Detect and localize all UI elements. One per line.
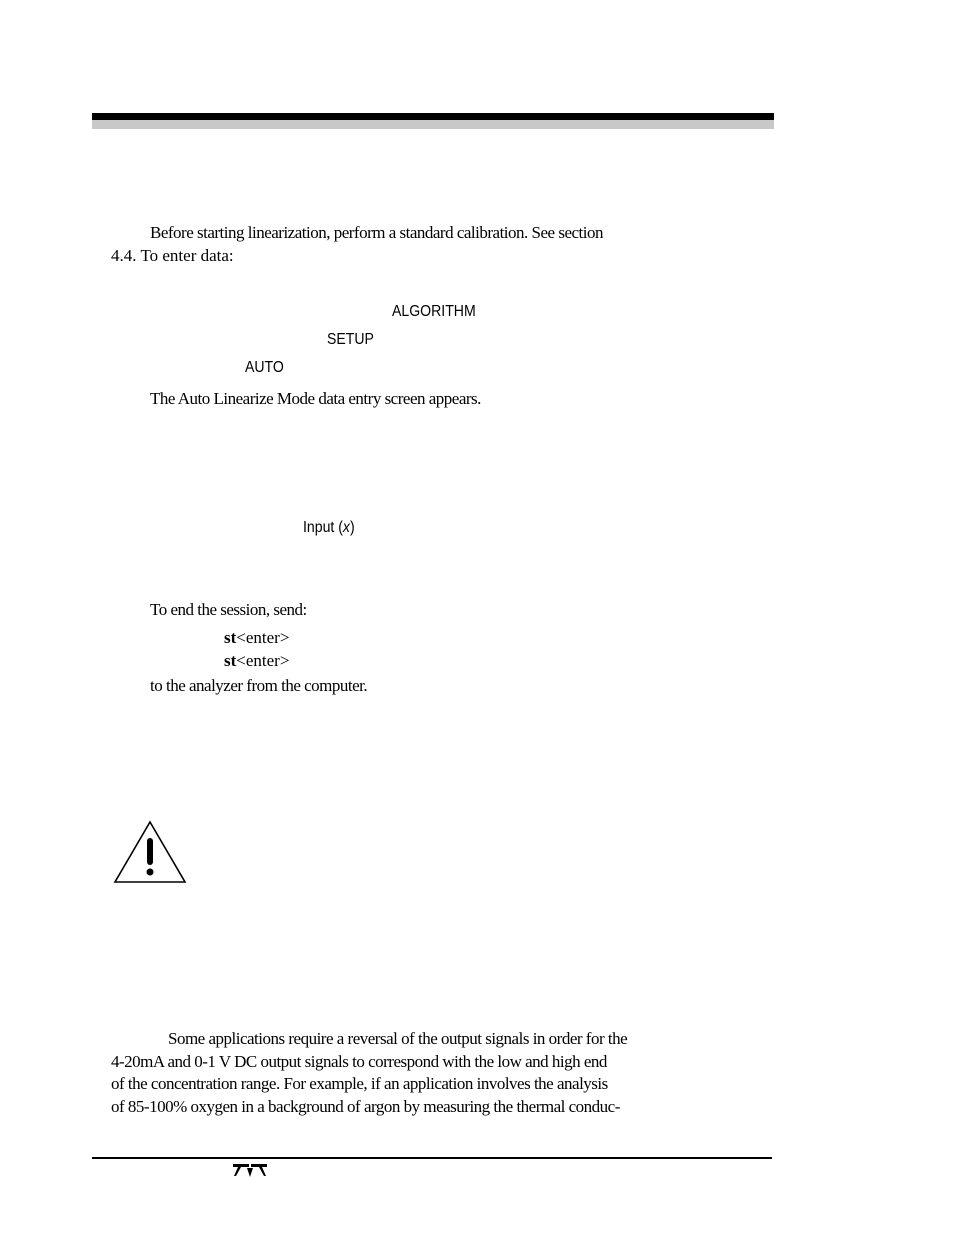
command-line-2: st<enter> <box>224 651 290 670</box>
key-auto: AUTO <box>245 359 284 376</box>
to-analyzer-text: to the analyzer from the computer. <box>150 676 368 695</box>
key-algorithm: ALGORITHM <box>392 303 476 320</box>
key-setup: SETUP <box>327 331 374 348</box>
footer-rule <box>92 1157 772 1159</box>
intro-line-1: Before starting linearization, perform a standard calibration. See section <box>150 223 603 242</box>
header-rule-black <box>92 113 774 120</box>
screen-appears-text: The Auto Linearize Mode data entry screen appears. <box>150 389 481 408</box>
input-x-label: Input (x) <box>303 519 355 536</box>
end-session-text: To end the session, send: <box>150 600 307 619</box>
intro-line-2: 4.4. To enter data: <box>111 246 234 265</box>
warning-triangle-icon <box>113 820 187 884</box>
teledyne-logo-icon <box>232 1162 268 1178</box>
reversal-line-1: Some applications require a reversal of the output signals in order for the <box>168 1029 628 1048</box>
reversal-line-4: of 85-100% oxygen in a background of argon by measuring the thermal conduc- <box>111 1097 620 1116</box>
reversal-line-2: 4-20mA and 0-1 V DC output signals to correspond with the low and high end <box>111 1052 607 1071</box>
reversal-line-3: of the concentration range. For example, if an application involves the analysis <box>111 1074 608 1093</box>
command-line-1: st<enter> <box>224 628 290 647</box>
header-rule-gray <box>92 120 774 129</box>
